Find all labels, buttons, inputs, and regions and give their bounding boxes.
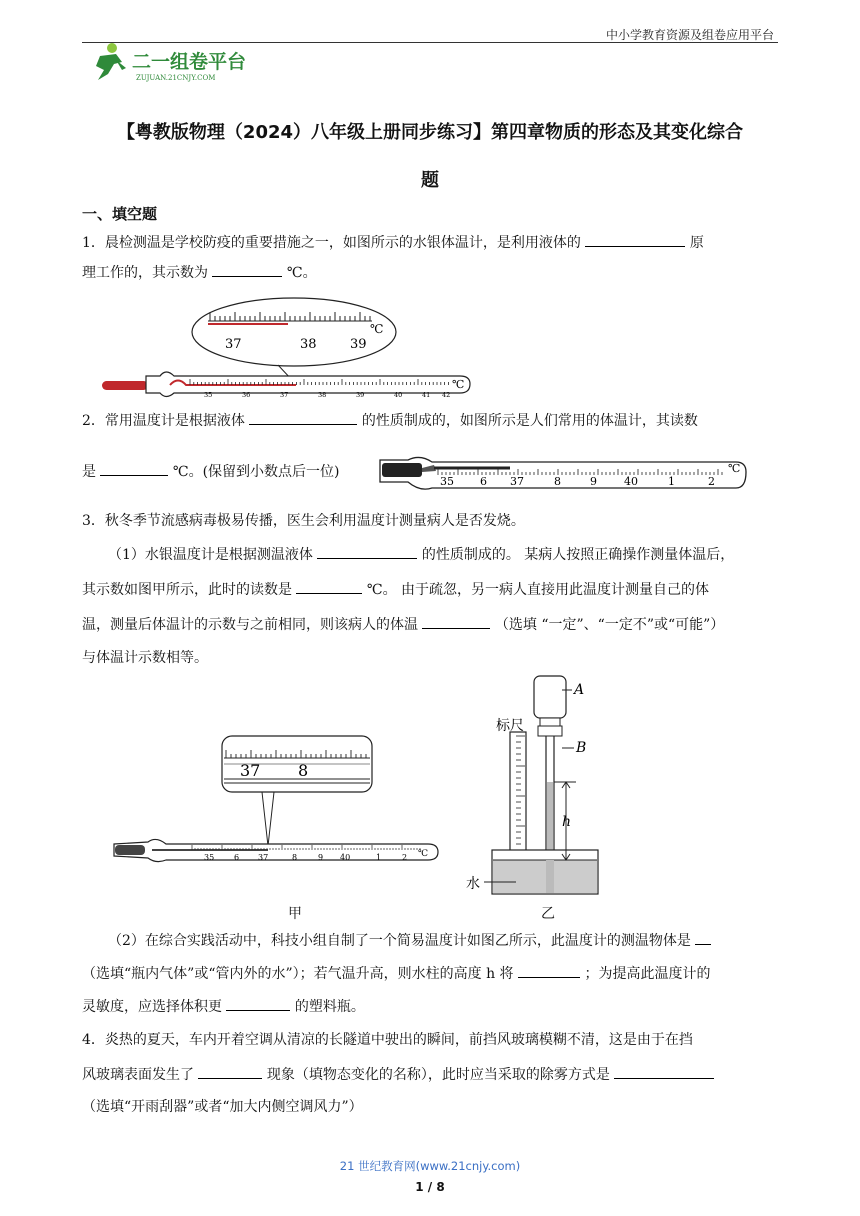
section-heading: 一、填空题 <box>82 205 158 223</box>
figure-jia-caption: 甲 <box>288 906 302 922</box>
answer-blank[interactable] <box>585 232 685 247</box>
q3-text: （1）水银温度计是根据测温液体 <box>108 547 313 563</box>
mercury-bulb <box>115 845 145 855</box>
scale-label: 36 <box>242 391 251 399</box>
scale-label: 35 <box>440 475 454 488</box>
question-4-line2 <box>82 1064 778 1085</box>
scale-label: 37 <box>280 391 289 399</box>
question-4-line3: （选填“开雨刮器”或者“加大内侧空调风力”） <box>82 1099 363 1115</box>
question-1-line2 <box>82 262 778 283</box>
unit-label: ℃ <box>452 378 465 391</box>
question-3-1-line2 <box>82 579 778 600</box>
label-h: h <box>562 814 572 830</box>
bottle-a <box>534 676 566 718</box>
question-3-1-line1 <box>108 544 778 565</box>
answer-blank[interactable] <box>249 410 357 425</box>
q2-text-d: ℃。(保留到小数点后一位) <box>172 464 340 480</box>
logo-text: 二一组卷平台 <box>132 51 247 73</box>
q3-text: 的塑料瓶。 <box>294 999 365 1015</box>
q1-text-d: ℃。 <box>286 265 317 281</box>
q3-text: 其示数如图甲所示，此时的读数是 <box>82 582 292 598</box>
scale-label: 37 <box>258 853 269 862</box>
scale-label: 9 <box>590 475 597 488</box>
scale-label: 2 <box>402 853 408 862</box>
label-b: B <box>576 740 587 756</box>
unit-label: ℃ <box>728 462 741 475</box>
label-a: A <box>574 682 585 698</box>
q3-text: （选填 “一定”、“一定不”或“可能”） <box>494 617 725 633</box>
answer-blank[interactable] <box>422 614 490 629</box>
q3-text: （2）在综合实践活动中，科技小组自制了一个简易温度计如图乙所示，此温度计的测温物体是 <box>108 933 691 949</box>
page-title-line1: 【粤教版物理（2024）八年级上册同步练习】第四章物质的形态及其变化综合 <box>116 122 744 143</box>
scale-label: 42 <box>442 391 451 399</box>
scale-label: 1 <box>376 853 382 862</box>
q2-text-b: 的性质制成的，如图所示是人们常用的体温计，其读数 <box>361 413 698 429</box>
q3-text: 温，测量后体温计的示数与之前相同，则该病人的体温 <box>82 617 418 633</box>
question-3-2-line3 <box>82 996 778 1017</box>
zoom-pointer <box>262 792 274 846</box>
logo-subtext: ZUJUAN.21CNJY.COM <box>136 74 216 82</box>
q1-text-a: 1．晨检测温是学校防疫的重要措施之一，如图所示的水银体温计，是利用液体的 <box>82 235 581 251</box>
figure-yi-caption: 乙 <box>541 906 555 922</box>
scale-label: 1 <box>668 475 675 488</box>
scale-label: 35 <box>204 853 215 862</box>
platform-name: 中小学教育资源及组卷应用平台 <box>605 28 774 42</box>
footer-link[interactable]: 21 世纪教育网(www.21cnjy.com) <box>339 1159 521 1173</box>
question-2-line1 <box>82 410 778 431</box>
q2-text-a: 2．常用温度计是根据液体 <box>82 413 245 429</box>
page-title-line2: 题 <box>421 170 439 191</box>
q3-text: （选填“瓶内气体”或“管内外的水”）；若气温升高，则水柱的高度 h 将 <box>82 966 514 982</box>
scale-label: 9 <box>318 853 324 862</box>
scale-label: 2 <box>708 475 715 488</box>
site-logo[interactable] <box>86 40 276 84</box>
ruler-label: 标尺 <box>496 718 524 734</box>
zoom-tick-label: 37 <box>225 337 242 352</box>
mercury-bulb <box>102 381 148 390</box>
zoom-unit: ℃ <box>370 322 384 336</box>
answer-blank[interactable] <box>226 996 290 1011</box>
scale-label: 40 <box>394 391 403 399</box>
q2-text-c: 是 <box>82 464 96 480</box>
scale-label: 8 <box>554 475 561 488</box>
scale-label: 37 <box>510 475 524 488</box>
answer-blank[interactable] <box>695 930 711 945</box>
answer-blank[interactable] <box>614 1064 714 1079</box>
q3-text: 的性质制成的。 某病人按照正确操作测量体温后， <box>421 547 735 563</box>
question-3-1-line4: 与体温计示数相等。 <box>82 650 208 666</box>
q3-text: ；为提高此温度计的 <box>584 966 711 982</box>
q4-text: 现象（填物态变化的名称），此时应当采取的除雾方式是 <box>266 1067 610 1083</box>
page-number: 1 / 8 <box>415 1180 445 1194</box>
q3-text: ℃。 由于疏忽，另一病人直接用此温度计测量自己的体 <box>366 582 710 598</box>
question-1-line1 <box>82 232 778 253</box>
q1-text-b: 原 <box>689 235 704 251</box>
q2-thermometer-figure <box>378 452 748 494</box>
scale-label: 8 <box>292 853 298 862</box>
answer-blank[interactable] <box>518 963 580 978</box>
figure-yi <box>462 670 622 900</box>
unit-label: ℃ <box>418 849 429 859</box>
answer-blank[interactable] <box>212 262 282 277</box>
zoom-tick-label: 38 <box>300 337 317 352</box>
question-3-2-line1 <box>108 930 778 951</box>
answer-blank[interactable] <box>296 579 362 594</box>
scale-label: 35 <box>204 391 213 399</box>
q1-thermometer-figure <box>100 296 475 400</box>
q3-text: 灵敏度，应选择体积更 <box>82 999 222 1015</box>
answer-blank[interactable] <box>198 1064 262 1079</box>
zoom-tick-label: 39 <box>350 337 367 352</box>
zoom-tick-label: 37 <box>240 761 261 780</box>
question-2-line2 <box>82 461 340 482</box>
scale-label: 41 <box>422 391 431 399</box>
question-3-1-line3 <box>82 614 778 635</box>
runner-logo-icon <box>86 40 276 84</box>
scale-label: 6 <box>234 853 240 862</box>
scale-label: 39 <box>356 391 365 399</box>
q4-text: 风玻璃表面发生了 <box>82 1067 194 1083</box>
answer-blank[interactable] <box>100 461 168 476</box>
zoom-bubble <box>192 298 396 366</box>
zoom-tick-label: 8 <box>298 761 309 780</box>
q1-text-c: 理工作的，其示数为 <box>82 265 208 281</box>
scale-label: 38 <box>318 391 327 399</box>
question-4-line1: 4．炎热的夏天，车内开着空调从清凉的长隧道中驶出的瞬间，前挡风玻璃模糊不清，这是由于在挡 <box>82 1032 693 1048</box>
question-3-2-line2 <box>82 963 778 984</box>
question-3-intro: 3．秋冬季节流感病毒极易传播，医生会利用温度计测量病人是否发烧。 <box>82 513 525 529</box>
scale-label: 40 <box>624 475 638 488</box>
mercury-bulb <box>382 463 422 477</box>
figure-jia <box>112 734 442 870</box>
scale-label: 40 <box>340 853 351 862</box>
label-water: 水 <box>466 876 480 892</box>
answer-blank[interactable] <box>317 544 417 559</box>
scale-label: 6 <box>480 475 487 488</box>
